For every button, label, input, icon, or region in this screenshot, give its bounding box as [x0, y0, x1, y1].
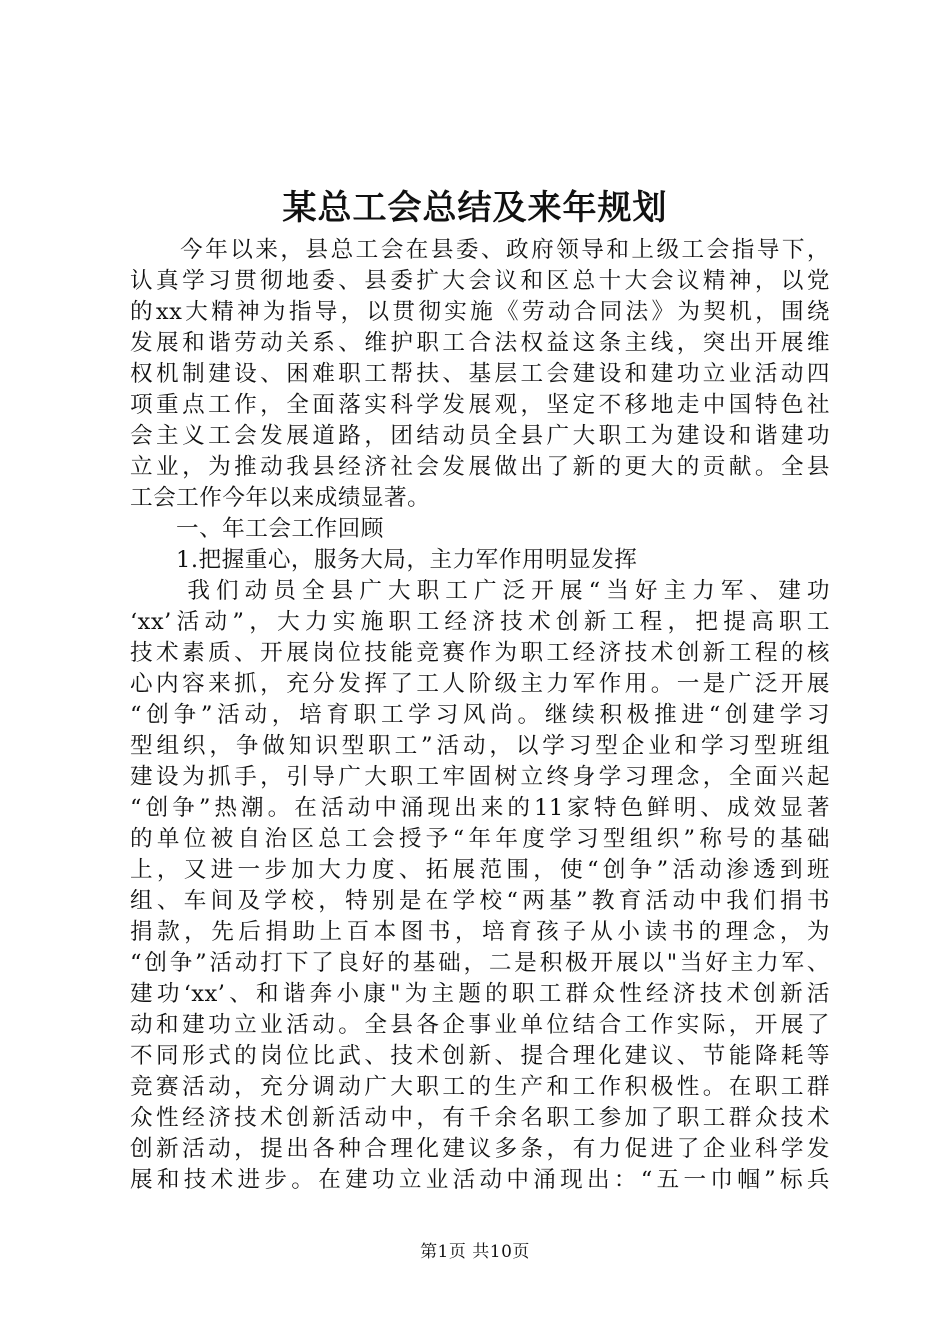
body-line: 我们动员全县广大职工广泛开展“当好主力军、建功: [130, 578, 830, 604]
body-line: 项重点工作，全面落实科学发展观，坚定不移地走中国特色社: [130, 392, 830, 418]
body-line: 动和建功立业活动。全县各企事业单位结合工作实际，开展了: [130, 1012, 830, 1038]
body-line: 认真学习贯彻地委、县委扩大会议和区总十大会议精神，以党: [130, 268, 830, 294]
body-line: 技术素质、开展岗位技能竞赛作为职工经济技术创新工程的核: [130, 640, 830, 666]
body-line: 型组织，争做知识型职工”活动，以学习型企业和学习型班组: [130, 733, 830, 759]
subsection-heading: 1.把握重心，服务大局，主力军作用明显发挥: [176, 547, 638, 573]
document-title: 某总工会总结及来年规划: [282, 188, 668, 228]
body-line: 权机制建设、困难职工帮扶、基层工会建设和建功立业活动四: [130, 361, 830, 387]
body-line: 立业，为推动我县经济社会发展做出了新的更大的贡献。全县: [130, 454, 830, 480]
body-line: 展和技术进步。在建功立业活动中涌现出：“五一巾帼”标兵: [130, 1167, 830, 1193]
body-line: 工会工作今年以来成绩显著。: [130, 485, 431, 511]
body-line: ‘xx’活动”，大力实施职工经济技术创新工程，把提高职工: [130, 609, 830, 635]
body-line: 竞赛活动，充分调动广大职工的生产和工作积极性。在职工群: [130, 1074, 830, 1100]
body-line: 捐款，先后捐助上百本图书，培育孩子从小读书的理念，为: [130, 919, 830, 945]
body-line: 创新活动，提出各种合理化建议多条，有力促进了企业科学发: [130, 1136, 830, 1162]
body-line: 今年以来，县总工会在县委、政府领导和上级工会指导下，: [130, 237, 830, 263]
body-line: “创争”活动，培育职工学习风尚。继续积极推进“创建学习: [130, 702, 830, 728]
body-line: 组、车间及学校，特别是在学校“两基”教育活动中我们捐书: [130, 888, 830, 914]
section-heading: 一、年工会工作回顾: [176, 516, 384, 542]
body-line: 会主义工会发展道路，团结动员全县广大职工为建设和谐建功: [130, 423, 830, 449]
body-line: 的单位被自治区总工会授予“年年度学习型组织”称号的基础: [130, 826, 830, 852]
body-line: 发展和谐劳动关系、维护职工合法权益这条主线，突出开展维: [130, 330, 830, 356]
body-line: 不同形式的岗位比武、技术创新、提合理化建议、节能降耗等: [130, 1043, 830, 1069]
document-body: [130, 235, 830, 1196]
body-line: “创争”活动打下了良好的基础，二是积极开展以"当好主力军、: [130, 950, 830, 976]
page-number: 第1页 共10页: [420, 1242, 530, 1262]
body-line: 众性经济技术创新活动中，有千余名职工参加了职工群众技术: [130, 1105, 830, 1131]
body-line: 上，又进一步加大力度、拓展范围，使“创争”活动渗透到班: [130, 857, 830, 883]
body-line: 的xx大精神为指导，以贯彻实施《劳动合同法》为契机，围绕: [130, 299, 830, 325]
body-line: “创争”热潮。在活动中涌现出来的11家特色鲜明、成效显著: [130, 795, 830, 821]
body-line: 建功‘xx’、和谐奔小康"为主题的职工群众性经济技术创新活: [130, 981, 830, 1007]
body-line: 心内容来抓，充分发挥了工人阶级主力军作用。一是广泛开展: [130, 671, 830, 697]
body-line: 建设为抓手，引导广大职工牢固树立终身学习理念，全面兴起: [130, 764, 830, 790]
